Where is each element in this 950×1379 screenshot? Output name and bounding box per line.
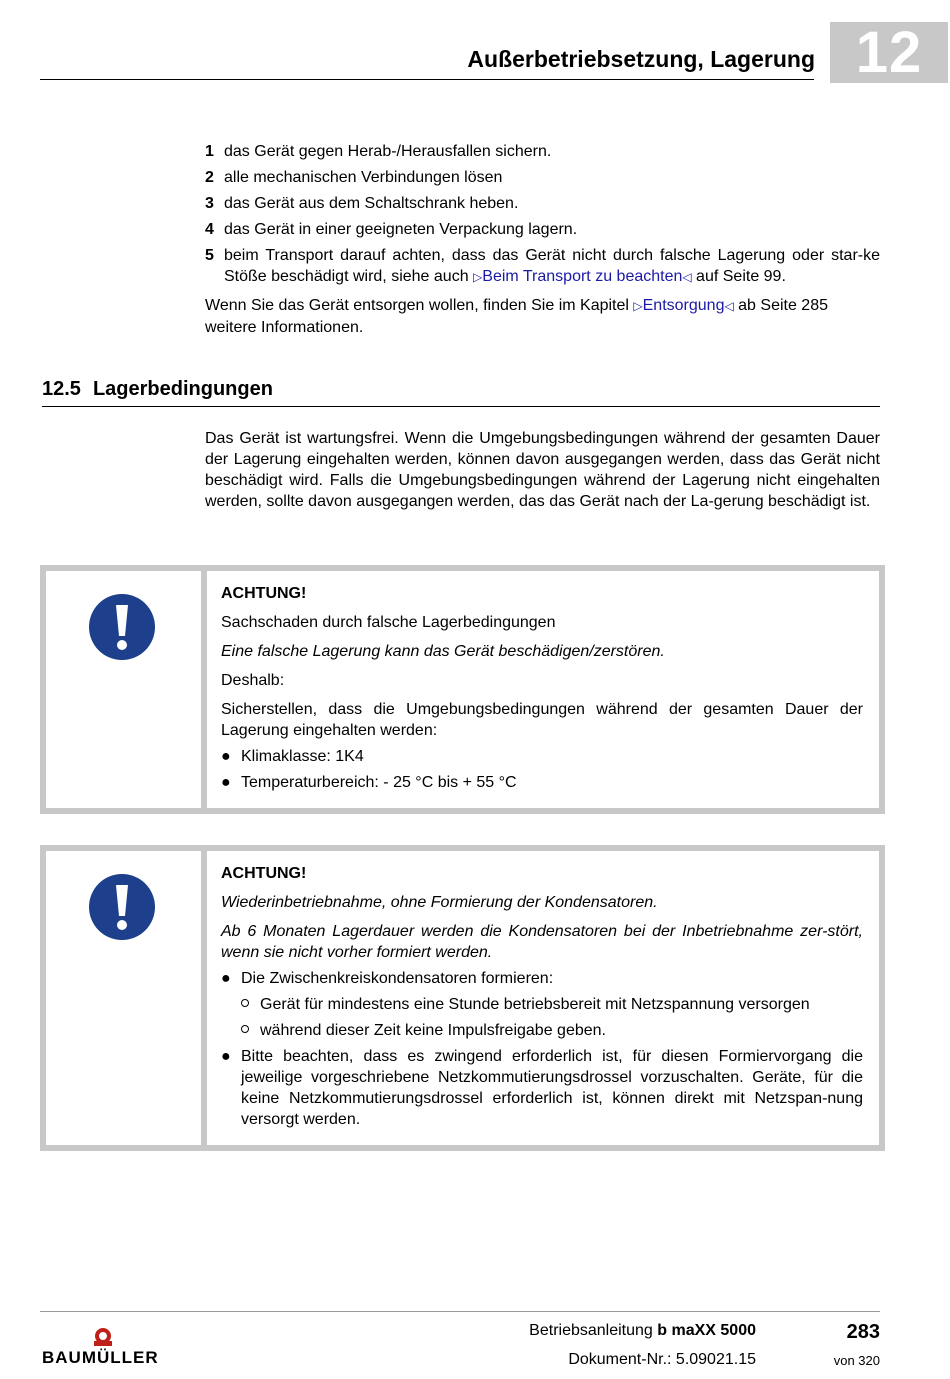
- link-start-arrow-icon: ▷: [473, 270, 483, 284]
- list-item: 5 beim Transport darauf achten, dass das Gerät nicht durch falsche Lagerung oder star-ke Stöße beschädigt wird, siehe auch ▷Beim Transport zu beachten◁ auf Seite 99.: [205, 247, 880, 285]
- warning-notice: [40, 565, 885, 814]
- notice-heading: ACHTUNG!: [221, 585, 307, 602]
- list-item: 3 das Gerät aus dem Schaltschrank heben.: [205, 195, 519, 212]
- list-item: 4 das Gerät in einer geeigneten Verpackung lagern.: [205, 221, 578, 238]
- bullet-circle-icon: [241, 1025, 249, 1033]
- list-item: 1 das Gerät gegen Herab-/Herausfallen sichern.: [205, 143, 552, 160]
- notice-divider: [201, 851, 207, 1145]
- notice-instruction: Sicherstellen, dass die Umgebungsbedingungen während der gesamten Dauer der Lagerung eingehalten werden:: [221, 701, 863, 739]
- list-item: ● Bitte beachten, dass es zwingend erforderlich ist, für diesen Formiervorgang die jeweilige vorgeschriebene Netzkommutierungsdrossel vorzuschalten. Geräte, für die keine Netzkommutierungsdrossel erforderlich ist, können direkt mit Netzspan-nung versorgt werden.: [221, 1048, 863, 1128]
- section-heading: 12.5 Lagerbedingungen: [42, 378, 273, 400]
- logo-symbol-icon: [42, 1326, 166, 1348]
- cross-reference-link[interactable]: Beim Transport zu beachten: [482, 268, 683, 285]
- list-item: ● Klimaklasse: 1K4: [221, 748, 364, 765]
- page-number: 283: [846, 1321, 880, 1343]
- company-logo: [42, 1326, 166, 1368]
- bullet-dot-icon: ●: [221, 1048, 231, 1065]
- notice-consequence: Eine falsche Lagerung kann das Gerät beschädigen/zerstören.: [221, 643, 665, 660]
- cross-reference-link[interactable]: Entsorgung: [642, 297, 725, 314]
- warning-exclamation-icon: [86, 591, 158, 663]
- footer-doc-title: Betriebsanleitung b maXX 5000: [529, 1322, 756, 1339]
- steps-list: [205, 141, 880, 293]
- link-end-arrow-icon: ◁: [682, 270, 692, 284]
- notice-therefore: Deshalb:: [221, 672, 285, 689]
- list-item: ● Die Zwischenkreiskondensatoren formieren:: [221, 970, 554, 987]
- sub-list-item: während dieser Zeit keine Impulsfreigabe geben.: [241, 1020, 863, 1041]
- link-start-arrow-icon: ▷: [633, 299, 643, 313]
- list-item: 2 alle mechanischen Verbindungen lösen: [205, 169, 503, 186]
- section-rule: [42, 406, 880, 407]
- sub-list-item: Gerät für mindestens eine Stunde betriebsbereit mit Netzspannung versorgen: [241, 994, 863, 1015]
- notice-consequence: Ab 6 Monaten Lagerdauer werden die Kondensatoren bei der Inbetriebnahme zer-stört, wenn sie nicht vorher formiert werden.: [221, 923, 863, 961]
- bullet-circle-icon: [241, 999, 249, 1007]
- page-header-title: Außerbetriebsetzung, Lagerung: [467, 46, 815, 72]
- warning-notice: [40, 845, 885, 1151]
- bullet-dot-icon: ●: [221, 748, 231, 765]
- storage-paragraph: Das Gerät ist wartungsfrei. Wenn die Umgebungsbedingungen während der gesamten Dauer der Lagerung eingehalten werden, können davon ausgegangen werden, dass das Gerät nicht beschädigt wird. Falls die Umgebungsbedingungen während der Lagerung nicht eingehalten werden, sollte davon ausgegangen werden, das das Gerät nach der La-gerung beschädigt ist.: [205, 430, 880, 510]
- footer-rule: [40, 1311, 880, 1312]
- list-item: ● Temperaturbereich: - 25 °C bis + 55 °C: [221, 774, 517, 791]
- bullet-dot-icon: ●: [221, 774, 231, 791]
- notice-content: [221, 863, 863, 1135]
- logo-wordmark: BAUMÜLLER: [42, 1348, 159, 1367]
- notice-subtitle: Wiederinbetriebnahme, ohne Formierung der Kondensatoren.: [221, 894, 658, 911]
- bullet-dot-icon: ●: [221, 970, 231, 987]
- notice-content: [221, 583, 863, 798]
- notice-subtitle: Sachschaden durch falsche Lagerbedingungen: [221, 614, 556, 631]
- disposal-paragraph: Wenn Sie das Gerät entsorgen wollen, finden Sie im Kapitel ▷Entsorgung◁ ab Seite 285 weitere Informationen.: [205, 297, 828, 336]
- notice-divider: [201, 571, 207, 808]
- footer-doc-number: Dokument-Nr.: 5.09021.15: [568, 1351, 756, 1368]
- link-end-arrow-icon: ◁: [724, 299, 734, 313]
- notice-heading: ACHTUNG!: [221, 865, 307, 882]
- warning-exclamation-icon: [86, 871, 158, 943]
- page-total: von 320: [833, 1353, 880, 1368]
- header-rule: [40, 79, 814, 80]
- chapter-number-badge: 12: [830, 22, 948, 83]
